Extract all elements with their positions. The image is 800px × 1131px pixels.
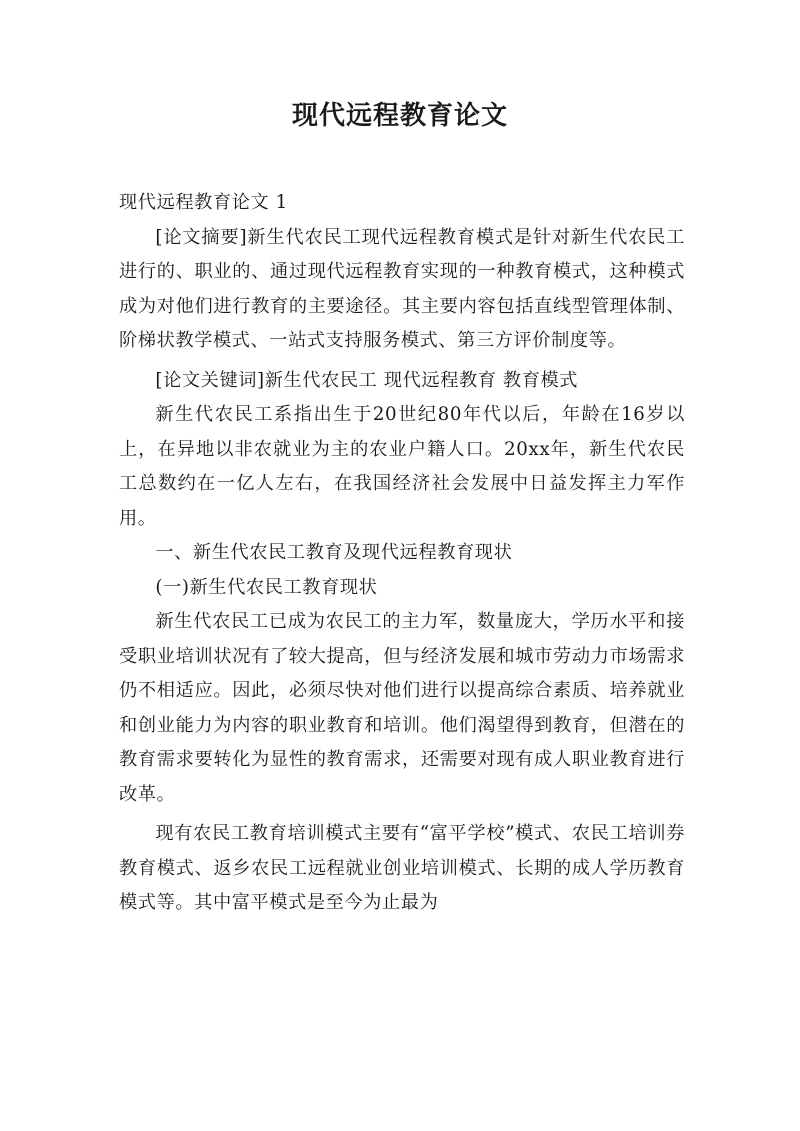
document-title: 现代远程教育论文 [291,101,508,131]
subheading-part-one: 一、新生代农民工教育及现代远程教育现状 [155,542,513,563]
paragraph-keywords: [论文关键词]新生代农民工 现代远程教育 教育模式 [155,369,579,391]
paragraph-training-models: 现有农民工教育培训模式主要有“富平学校”模式、农民工培训券教育模式、返乡农民工远程就业创业培训模式、长期的成人学历教育模式等。其中富平模式是至今为止最为 [119,823,685,913]
document-body [119,186,685,921]
section-heading: 现代远程教育论文 1 [119,192,288,213]
paragraph-abstract: [论文摘要]新生代农民工现代远程教育模式是针对新生代农民工进行的、职业的、通过现代远程教育实现的一种教育模式，这种模式成为对他们进行教育的主要途径。其主要内容包括直线型管理体制、阶梯状教学模式、一站式支持服务模式、第三方评价制度等。 [119,226,685,351]
subheading-section-one: (一)新生代农民工教育现状 [155,576,378,598]
paragraph-definition: 新生代农民工系指出生于20世纪80年代以后，年龄在16岁以上，在异地以非农就业为主的农业户籍人口。20xx年，新生代农民工总数约在一亿人左右，在我国经济社会发展中日益发挥主力军作用。 [119,404,685,529]
paragraph-education-status: 新生代农民工已成为农民工的主力军，数量庞大，学历水平和接受职业培训状况有了较大提高，但与经济发展和城市劳动力市场需求仍不相适应。因此，必须尽快对他们进行以提高综合素质、培养就业和创业能力为内容的职业教育和培训。他们渴望得到教育，但潜在的教育需求要转化为显性的教育需求，还需要对现有成人职业教育进行改革。 [119,611,685,805]
